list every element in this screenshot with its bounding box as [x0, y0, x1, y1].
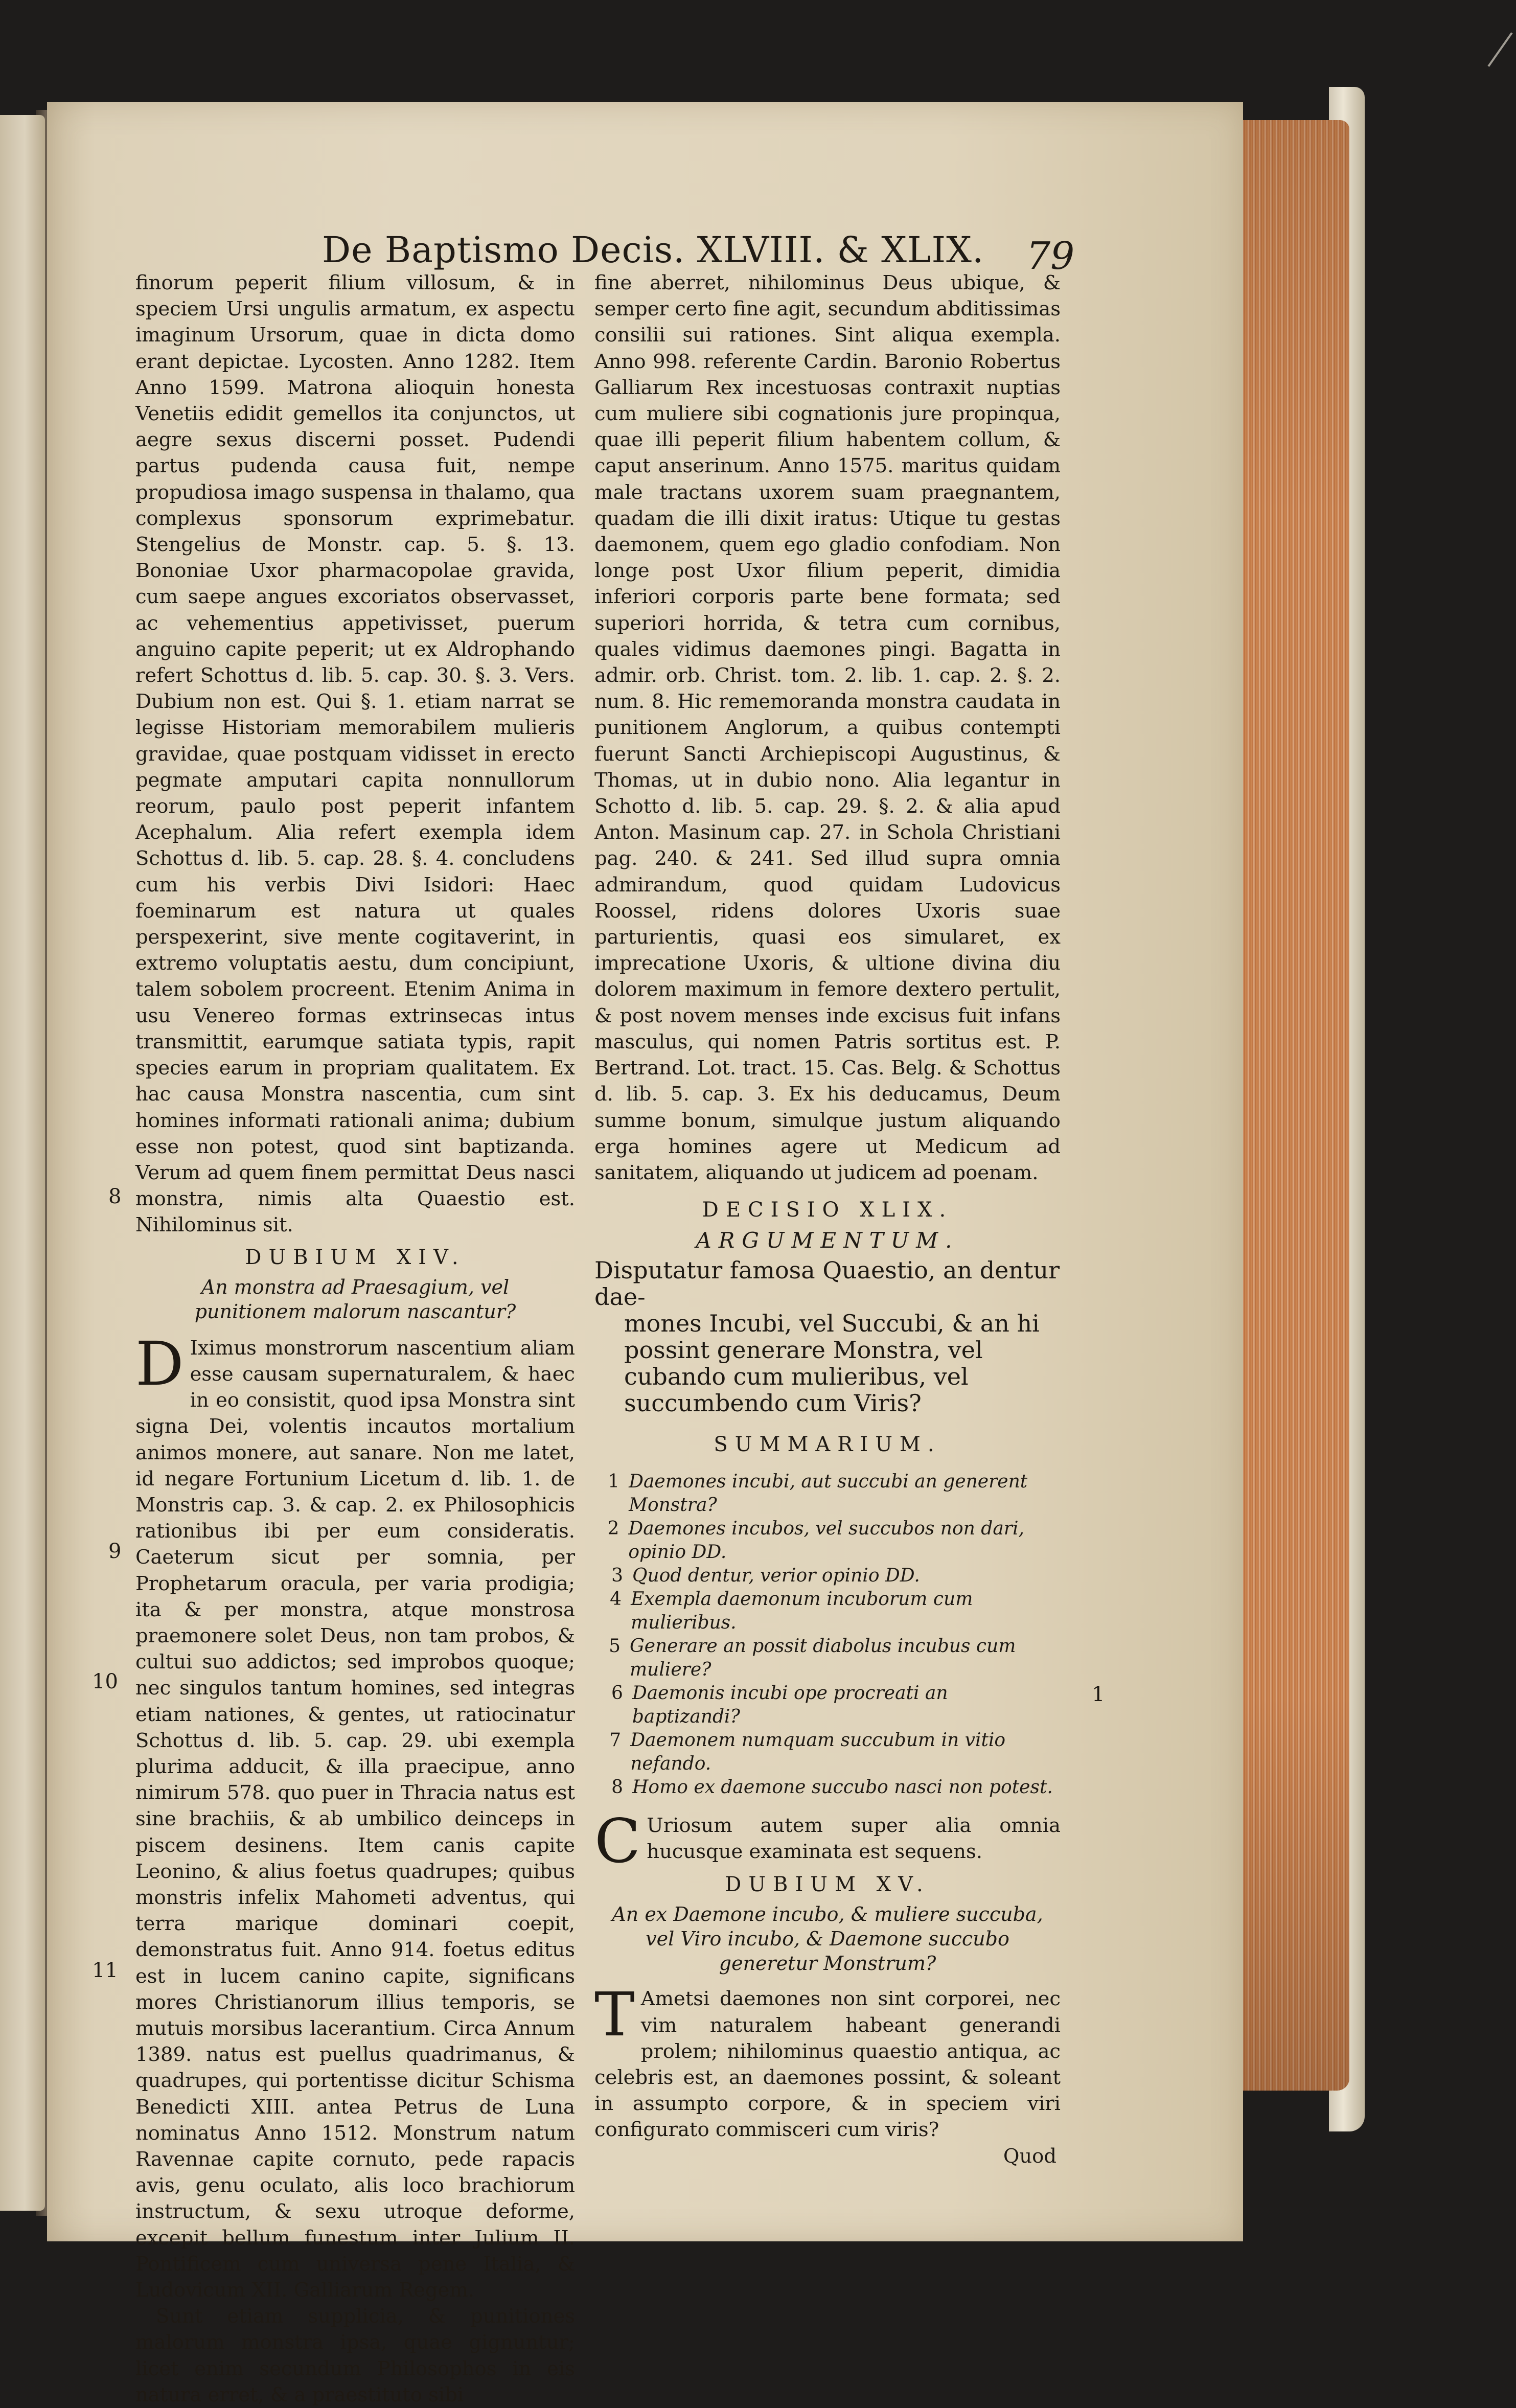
- summarium-list: [594, 1470, 1061, 1799]
- summarium-item: 1 Daemones incubi, aut succubi an generent Monstra?: [608, 1471, 1028, 1516]
- summarium-item: 5 Generare an possit diabolus incubus cum muliere?: [609, 1635, 1016, 1680]
- page-number: 79: [1026, 234, 1075, 278]
- right-para-1: fine aberret, nihilominus Deus ubique, & semper certo fine agit, secundum abditissimas consilii sui rationes. Sint aliqua exempla. Anno 998. referente Cardin. Baronio Robertus Galliarum Rex incestuosas contraxit nuptias cum muliere sibi cognationis jure propinqua, quae illi peperit filium habentem collum, & caput anserinum. Anno 1575. maritus quidam male tractans uxorem suam praegnantem, quadam die illi dixit iratus: Utique tu gestas daemonem, quem ego gladio confodiam. Non longe post Uxor filium peperit, dimidia inferiori corporis parte bene formata; sed superiori horrida, & tetra cum cornibus, quales vidimus daemones pingi. Bagatta in admir. orb. Christ. tom. 2. lib. 1. cap. 2. §. 2. num. 8. Hic rememoranda monstra caudata in punitionem Anglorum, a quibus contempti fuerunt Sancti Archiepiscopi Augustinus, & Thomas, ut in dubio nono. Alia legantur in Schotto d. lib. 5. cap. 29. §. 2. & alia apud Anton. Masinum cap. 27. in Schola Christiani pag. 240. & 241. Sed illud supra omnia admirandum, quod quidam Ludovicus Roossel, ridens dolores Uxoris suae parturientis, quasi eos simularet, ex imprecatione Uxoris, & ultione divina diu dolorem maximum in femore dextero pertulit, & post novem menses inde excisus fuit infans masculus, qui nomen Patris sortitus est. P. Bertrand. Lot. tract. 15. Cas. Belg. & Schottus d. lib. 5. cap. 3. Ex his deducamus, Deum summe bonum, simulque justum aliquando erga homines agere ut Medicum ad sanitatem, aliquando ut judicem ad poenam.: [594, 271, 1061, 1184]
- right-para-2: [594, 1805, 1061, 1876]
- left-column: [135, 270, 575, 2408]
- dubium-xv-question: An ex Daemone incubo, & muliere succuba, vel Viro incubo, & Daemone succubo generetur Monstrum?: [612, 1903, 1043, 1975]
- catchword: Quod: [1003, 2144, 1056, 2168]
- left-para-2: [135, 1328, 575, 2304]
- dropcap-t: T: [594, 1979, 635, 2050]
- left-page-edge: [0, 115, 45, 2211]
- left-para-3: Sunt etiam supplicia, & punitiones malorum monstra ipsa, quae gignuntur; licet enim secundum Philosophos in eis natura erret, & a praestituto sibi: [135, 2305, 575, 2406]
- left-para-1: finorum peperit filium villosum, & in speciem Ursi ungulis armatum, ex aspectu imaginum Ursorum, quae in dicta domo erant depictae. Lycosten. Anno 1282. Item Anno 1599. Matrona alioquin honesta Venetiis edidit gemellos ita conjunctos, ut aegre sexus discerni posset. Pudendi partus pudenda causa fuit, nempe propudiosa imago suspensa in thalamo, qua complexus sponsorum exprimebatur. Stengelius de Monstr. cap. 5. §. 13. Bononiae Uxor pharmacopolae gravida, cum saepe angues excoriatos observasset, ac vehementius appetivisset, puerum anguino capite peperit; ut ex Aldrophando refert Schottus d. lib. 5. cap. 30. §. 3. Vers. Dubium non est. Qui §. 1. etiam narrat se legisse Historiam memorabilem mulieris gravidae, quae postquam vidisset in erecto pegmate amputari capita nonnullorum reorum, paulo post peperit infantem Acephalum. Alia refert exempla idem Schottus d. lib. 5. cap. 28. §. 4. concludens cum his verbis Divi Isidori: Haec foeminarum est natura ut quales perspexerint, sive mente cogitaverint, in extremo voluptatis aestu, dum concipiunt, talem sobolem procreent. Etenim Anima in usu Venereo formas extrinsecas intus transmittit, earumque satiata typis, rapit species earum in propriam qualitatem. Ex hac causa Monstra nascentia, cum sint homines informati rationali anima; dubium esse non potest, quod sint baptizanda. Verum ad quem finem permittat Deus nasci monstra, nimis alta Quaestio est. Nihilominus sit.: [135, 271, 575, 1237]
- summarium-item: 3 Quod dentur, verior opinio DD.: [611, 1565, 920, 1586]
- dropcap-c: C: [594, 1805, 641, 1876]
- margin-number-8: 8: [108, 1185, 122, 1208]
- dubium-xiv-question: An monstra ad Praesagium, vel punitionem malorum nascantur?: [194, 1275, 516, 1323]
- summarium-item: 6 Daemonis incubi ope procreati an baptizandi?: [611, 1682, 948, 1727]
- summarium-item: 2 Daemones incubos, vel succubos non dari, opinio DD.: [607, 1518, 1024, 1563]
- right-para-2-text: Uriosum autem super alia omnia hucusque examinata est sequens.: [647, 1814, 1061, 1863]
- argumentum-heading: ARGUMENTUM.: [696, 1228, 959, 1253]
- scratch-mark: [1487, 32, 1512, 67]
- summarium-item: 4 Exempla daemonum incuborum cum mulieribus.: [610, 1588, 973, 1633]
- dropcap-d: D: [135, 1328, 184, 1399]
- dubium-xiv-heading: DUBIUM XIV.: [245, 1245, 466, 1269]
- right-column: [594, 270, 1061, 2169]
- right-para-3-text: Ametsi daemones non sint corporei, nec vim naturalem habeant generandi prolem; nihilominus quaestio antiqua, ac celebris est, an daemones possint, & soleant in assumpto corpore, & in speciem viri configurato commisceri cum viris?: [594, 1987, 1061, 2142]
- margin-number-9: 9: [108, 1540, 122, 1563]
- summarium-item: 8 Homo ex daemone succubo nasci non potest.: [611, 1776, 1053, 1798]
- margin-number-1: 1: [1092, 1683, 1105, 1706]
- argument-first-line: Disputatur famosa Quaestio, an dentur dae-: [594, 1256, 1060, 1311]
- argument-rest: mones Incubi, vel Succubi, & an hi possint generare Monstra, vel cubando cum mulieribus, vel succumbendo cum Viris?: [624, 1309, 1040, 1417]
- right-para-3: [594, 1979, 1061, 2143]
- dubium-xv-heading: DUBIUM XV.: [725, 1873, 930, 1897]
- margin-number-11: 11: [92, 1959, 118, 1982]
- summarium-item: 7 Daemonem numquam succubum in vitio nefando.: [609, 1729, 1006, 1774]
- decisio-heading: DECISIO XLIX.: [702, 1198, 953, 1222]
- left-para-2-text: Iximus monstrorum nascentium aliam esse causam supernaturalem, & haec in eo consistit, quod ipsa Monstra sint signa Dei, volentis incautos mortalium animos monere, aut sanare. Non me latet, id negare Fortunium Licetum d. lib. 1. de Monstris cap. 3. & cap. 2. ex Philosophicis rationibus ibi per eum consideratis. Caeterum sicut per somnia, per Prophetarum oracula, per varia prodigia; ita & per monstra, atque monstrosa praemonere solet Deus, non tam probos, & cultui suo addictos; sed improbos quoque; nec singulos tantum homines, sed integras etiam nationes, & gentes, ut ratiocinatur Schottus d. lib. 5. cap. 29. ubi exempla plurima adducit, & illa praecipue, anno nimirum 578. quo puer in Thracia natus est sine brachiis, & ab umbilico deinceps in piscem desinens. Item canis capite Leonino, & alius foetus quadrupes; quibus monstris infelix Mahometi adventus, qui terra marique dominari coepit, demonstratus fuit. Anno 914. foetus editus est in lucem canino capite, significans mores Christianorum illius temporis, se mutuis morsibus lacerantium. Circa Annum 1389. natus est puellus quadrimanus, & quadrupes, qui portentisse dicitur Schisma Benedicti XIII. antea Petrus de Luna nominatus Anno 1512. Monstrum natum Ravennae capite cornuto, pede rapacis avis, genu oculato, alis loco brachiorum instructum, & sexu utroque deforme, excepit bellum funestum inter Julium II. Pontificem cum universa pene Italia, & Ludovicum XII. Galliarum Regem.: [135, 1336, 575, 2302]
- argument-text: [594, 1257, 1061, 1416]
- summarium-heading: SUMMARIUM.: [714, 1432, 941, 1456]
- running-head: De Baptismo Decis. XLVIII. & XLIX.: [322, 229, 984, 271]
- margin-number-10: 10: [92, 1670, 118, 1693]
